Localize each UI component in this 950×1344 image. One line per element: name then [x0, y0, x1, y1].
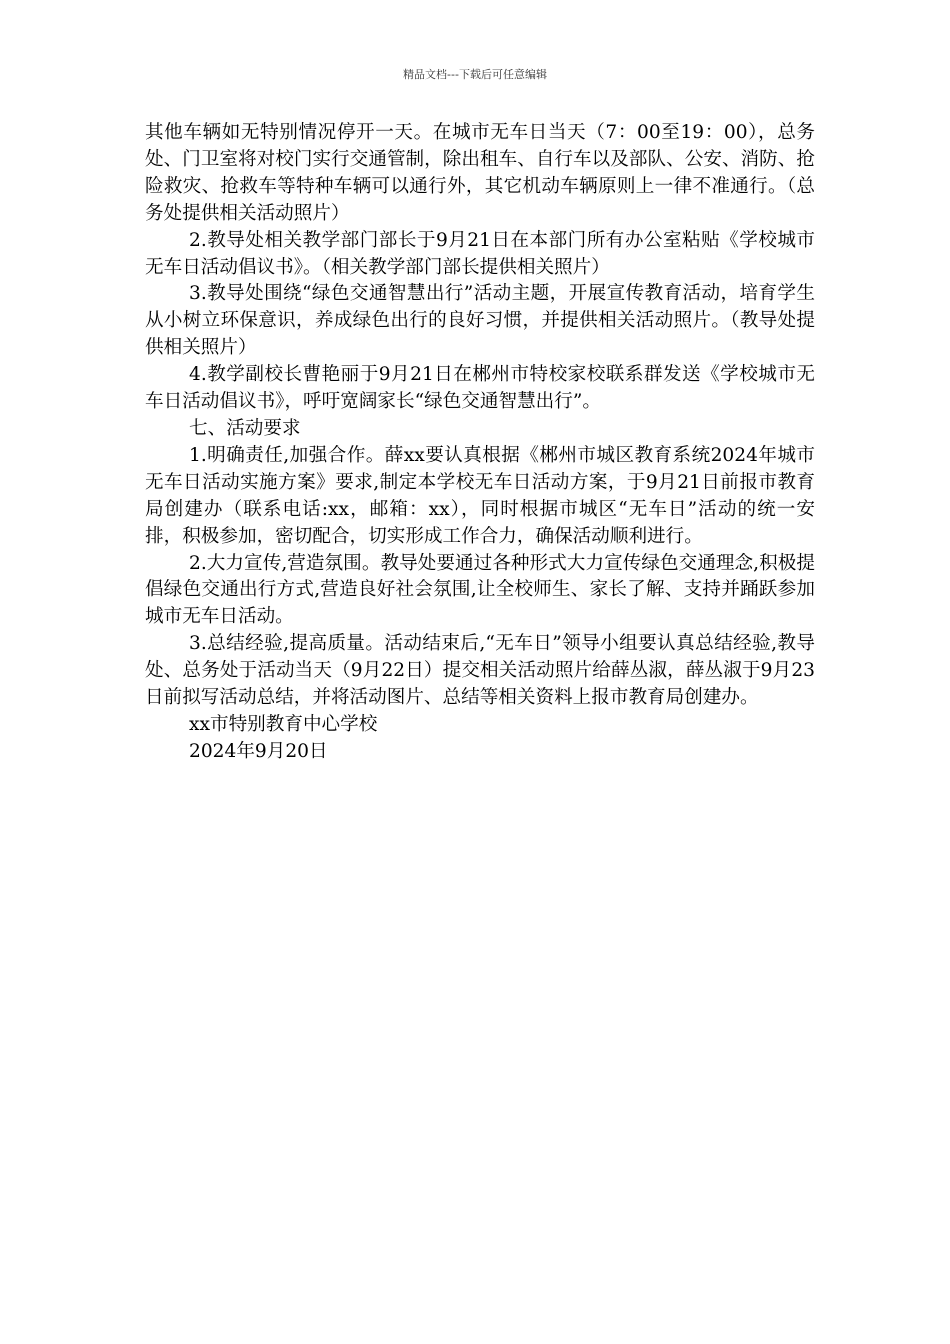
requirement-1: 1.明确责任,加强合作。薛xx要认真根据《郴州市城区教育系统2024年城市无车日活动实施方案》要求,制定本学校无车日活动方案，于9月21日前报市教育局创建办（联系电话:xx，邮箱：xx），同时根据市城区“无车日”活动的统一安排，积极参加，密切配合，切实形成工作合力，确保活动顺利进行。: [145, 444, 815, 547]
paragraph-item-4: 4.教学副校长曹艳丽于9月21日在郴州市特校家校联系群发送《学校城市无车日活动倡议书》，呼吁宽阔家长“绿色交通智慧出行”。: [145, 364, 815, 413]
requirement-2: 2.大力宣传,营造氛围。教导处要通过各种形式大力宣传绿色交通理念,积极提倡绿色交通出行方式,营造良好社会氛围,让全校师生、家长了解、支持并踊跃参加城市无车日活动。: [145, 552, 815, 628]
document-body: [145, 120, 815, 766]
requirement-3: 3.总结经验,提高质量。活动结束后,“无车日”领导小组要认真总结经验,教导处、总务处于活动当天（9月22日）提交相关活动照片给薛丛淑，薛丛淑于9月23日前拟写活动总结，并将活动图片、总结等相关资料上报市教育局创建办。: [145, 633, 815, 709]
signature-organization: xx市特别教育中心学校: [189, 713, 378, 735]
paragraph-item-3: 3.教导处围绕“绿色交通智慧出行”活动主题，开展宣传教育活动，培育学生从小树立环保意识，养成绿色出行的良好习惯，并提供相关活动照片。（教导处提供相关照片）: [145, 283, 815, 359]
paragraph-item-2: 2.教导处相关教学部门部长于9月21日在本部门所有办公室粘贴《学校城市无车日活动倡议书》。（相关教学部门部长提供相关照片）: [145, 229, 815, 278]
page-header: 精品文档---下载后可任意编辑: [403, 68, 547, 81]
section-heading: 七、活动要求: [189, 417, 301, 439]
paragraph-continued: 其他车辆如无特别情况停开一天。在城市无车日当天（7：00至19：00），总务处、门卫室将对校门实行交通管制，除出租车、自行车以及部队、公安、消防、抢险救灾、抢救车等特种车辆可以通行外，其它机动车辆原则上一律不准通行。（总务处提供相关活动照片）: [145, 122, 815, 224]
signature-date: 2024年9月20日: [189, 740, 328, 762]
